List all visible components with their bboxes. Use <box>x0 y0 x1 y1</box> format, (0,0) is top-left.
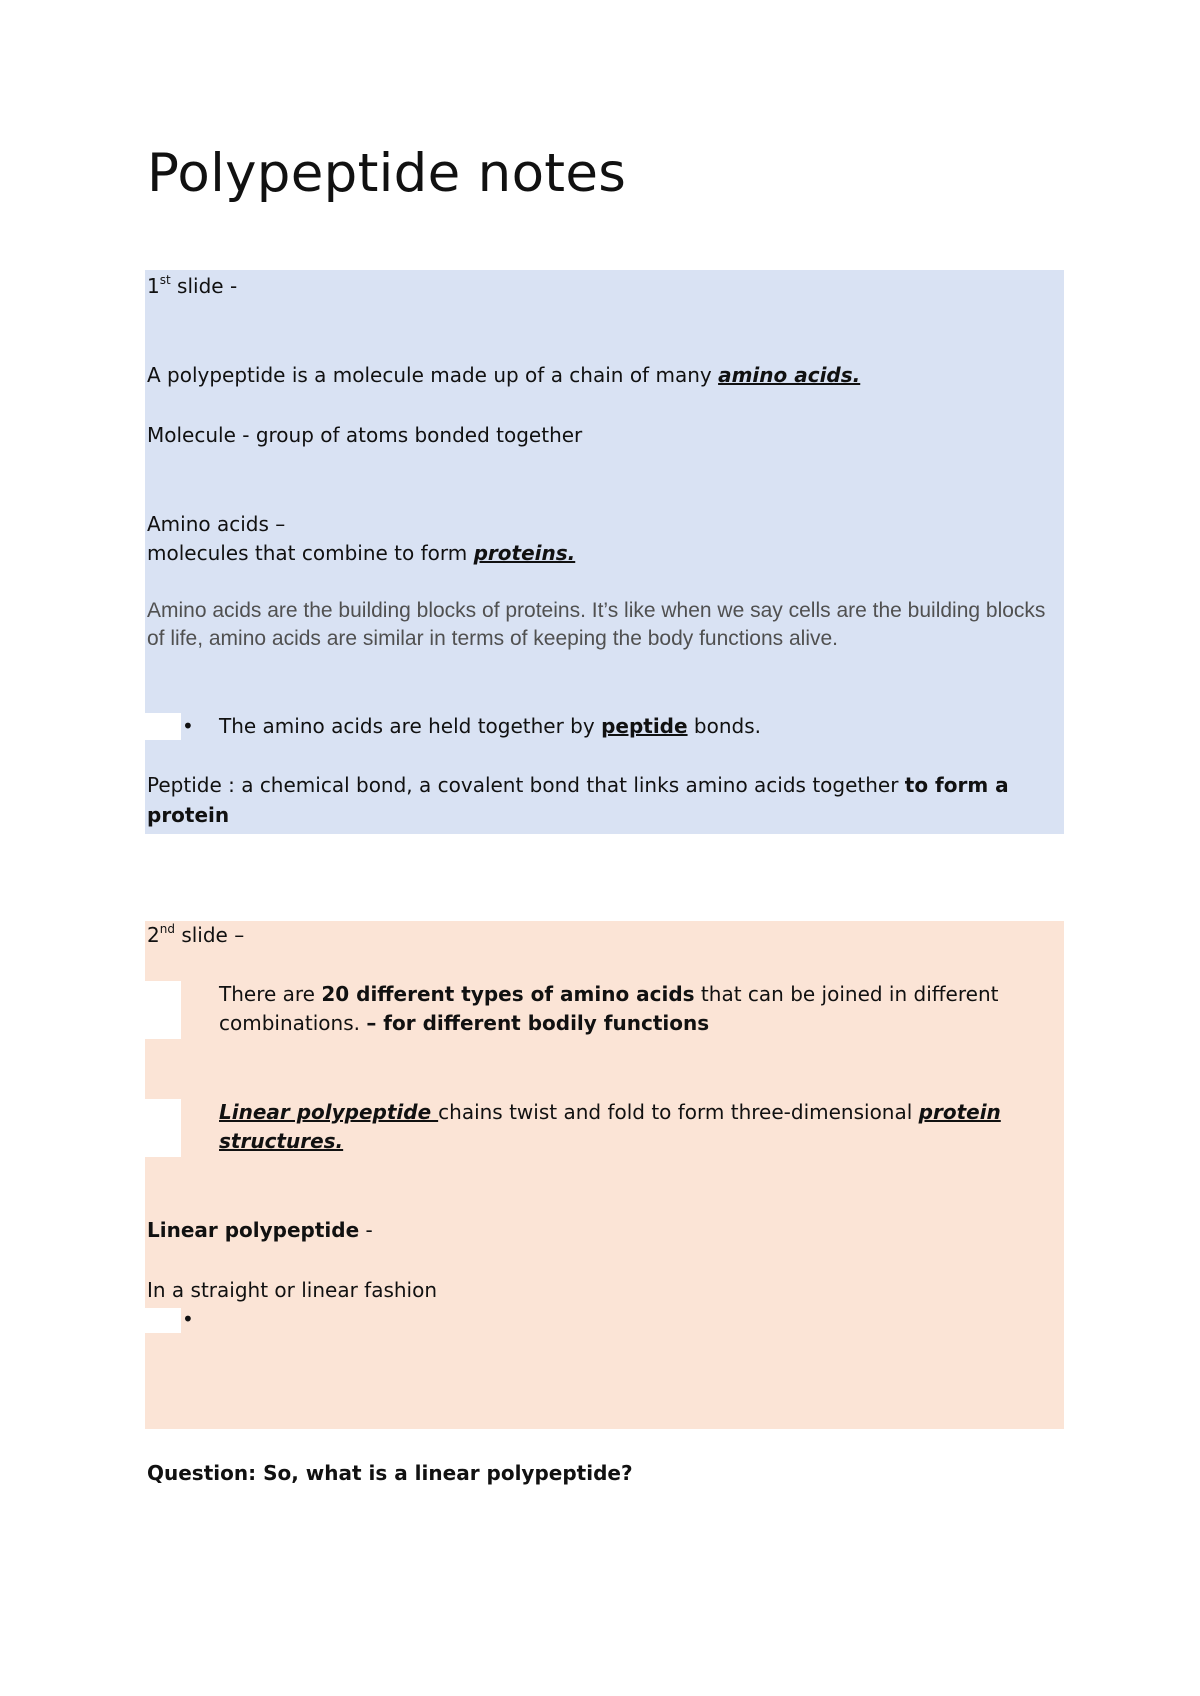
page-title: Polypeptide notes <box>147 143 627 204</box>
question-line: Question: So, what is a linear polypeptide? <box>147 1461 633 1485</box>
peptide-definition: Peptide : a chemical bond, a covalent bond that links amino acids together to form a <box>147 773 1009 797</box>
linear-chains-line-continued: structures. <box>219 1129 344 1153</box>
polypeptide-definition: A polypeptide is a molecule made up of a chain of many amino acids. <box>147 363 861 387</box>
amino-acid-types-line-continued: combinations. – for different bodily functions <box>219 1011 710 1035</box>
linear-polypeptide-heading: Linear polypeptide - <box>147 1218 373 1242</box>
linear-polypeptide-definition: In a straight or linear fashion <box>147 1278 438 1302</box>
margin-highlight-gap <box>145 981 181 1039</box>
amino-acids-heading: Amino acids – <box>147 512 286 536</box>
slide-2-section <box>145 921 1064 1429</box>
margin-highlight-gap <box>145 713 181 740</box>
peptide-term: peptide <box>601 714 688 738</box>
building-blocks-paragraph: Amino acids are the building blocks of proteins. It’s like when we say cells are the building blocks of life, amino acids are similar in terms of keeping the body functions alive. <box>147 599 1046 650</box>
proteins-term: proteins. <box>473 541 576 565</box>
molecule-definition: Molecule - group of atoms bonded together <box>147 423 583 447</box>
peptide-bonds-bullet: The amino acids are held together by peptide bonds. <box>219 714 761 738</box>
amino-acids-term: amino acids. <box>718 363 861 387</box>
slide-2-heading: 2nd slide – <box>147 922 245 947</box>
slide-1-heading: 1st slide - <box>147 273 238 298</box>
peptide-definition-continued: protein <box>147 803 230 827</box>
slide-1-section <box>145 270 1064 834</box>
empty-bullet-icon: • <box>182 1307 194 1331</box>
margin-highlight-gap <box>145 1308 181 1333</box>
amino-acid-types-line: There are 20 different types of amino acids that can be joined in different <box>219 982 999 1006</box>
bullet-icon: • <box>182 714 194 738</box>
amino-acids-definition: molecules that combine to form proteins. <box>147 541 576 565</box>
margin-highlight-gap <box>145 1099 181 1157</box>
linear-chains-line: Linear polypeptide chains twist and fold to form three-dimensional protein <box>219 1100 1001 1124</box>
